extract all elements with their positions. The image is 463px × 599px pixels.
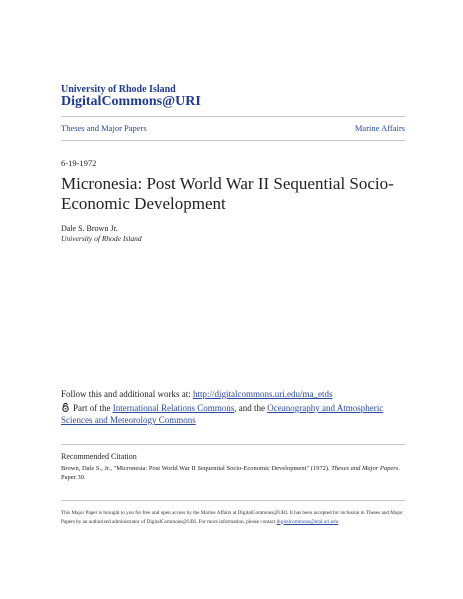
commons-link-oceanography[interactable]: Oceanography and Atmospheric Sciences and Meteorology Commons (61, 403, 384, 425)
follow-line (61, 389, 332, 399)
notice-divider (61, 500, 405, 501)
part-of-middle: , and the (234, 403, 268, 413)
citation-divider (61, 444, 405, 445)
access-notice (61, 509, 406, 526)
notice-body: This Major Paper is brought to you for free and open access by the Marine Affairs at DigitalCommons@URI. It has been accepted for inclusion in Theses and Major Papers by an authorized administrator of DigitalCommons@URI. For more information, please contact (61, 510, 403, 525)
repository-url-link[interactable]: http://digitalcommons.uri.edu/ma_etds (193, 389, 333, 399)
recommended-citation-label: Recommended Citation (61, 452, 137, 461)
header-divider-bottom (61, 140, 405, 141)
citation-suffix: . Paper 30. (61, 465, 400, 481)
header-divider-top (61, 116, 405, 117)
commons-link-international-relations[interactable]: International Relations Commons (112, 403, 235, 413)
repository-name[interactable]: DigitalCommons@URI (61, 94, 201, 109)
collection-link-theses[interactable]: Theses and Major Papers (61, 123, 147, 133)
part-of-prefix: Part of the (73, 403, 113, 413)
citation-series: Theses and Major Papers (331, 465, 399, 472)
collection-link-marine-affairs[interactable]: Marine Affairs (354, 123, 405, 133)
notice-end: . (338, 518, 340, 525)
author-affiliation: University of Rhode Island (61, 234, 142, 243)
contact-email-link[interactable]: digitalcommons@etal.uri.edu (276, 518, 339, 525)
publication-date: 6-19-1972 (61, 158, 97, 168)
citation-text (61, 464, 406, 482)
author-name: Dale S. Brown Jr. (61, 224, 118, 233)
follow-label: Follow this and additional works at: (61, 389, 193, 399)
institution-name[interactable]: University of Rhode Island (61, 84, 176, 95)
part-of-line (61, 402, 406, 426)
paper-title: Micronesia: Post World War II Sequential Socio-Economic Development (61, 174, 394, 213)
open-access-icon (61, 403, 70, 412)
citation-body: Brown, Dale S., Jr., "Micronesia: Post World War II Sequential Socio-Economic Development" (1972). (61, 465, 332, 472)
